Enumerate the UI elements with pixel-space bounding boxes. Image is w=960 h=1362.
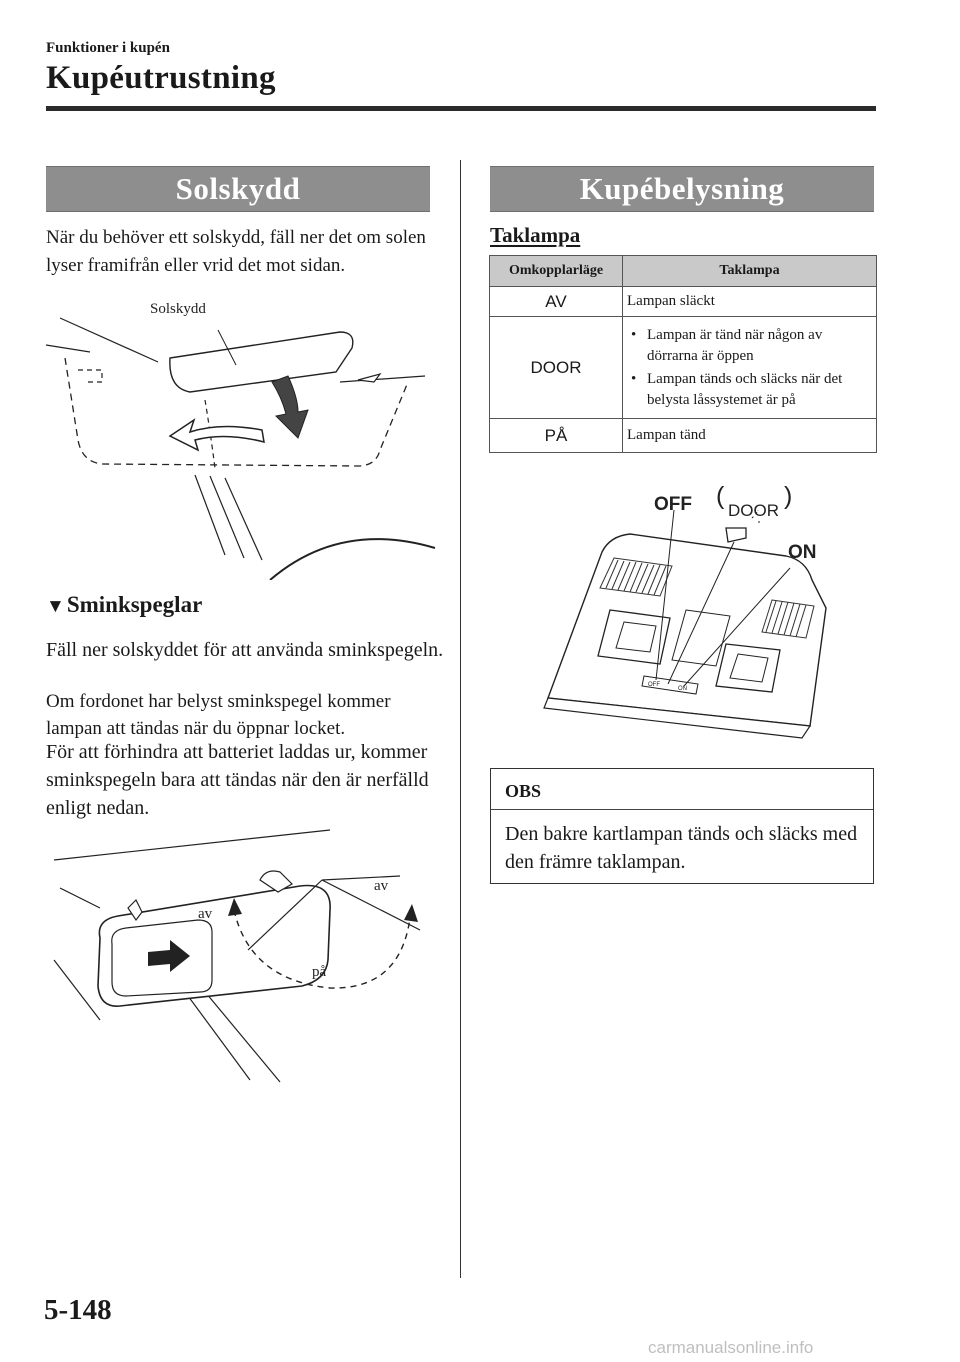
table-row (490, 419, 877, 453)
page-title: Kupéutrustning (46, 60, 276, 96)
table-cell-mode: PÅ (490, 419, 623, 453)
switch-door-label: DOOR (728, 501, 779, 520)
interior-lights-banner: Kupébelysning (490, 166, 874, 212)
sun-visor-text: När du behöver ett solskydd, fäll ner det om solen lyser framifrån eller vrid det mot sidan. (46, 227, 426, 276)
mirror-off-label-1: av (198, 906, 213, 922)
vanity-mirror-heading-text: Sminkspeglar (66, 592, 203, 617)
bullet-item: • Lampan tänds och släcks när det belysta låssystemet är på (627, 369, 872, 411)
sun-visor-banner: Solskydd (46, 166, 430, 212)
door-label-paren-open: ( (716, 482, 725, 510)
column-divider (460, 160, 461, 1278)
door-label-paren-close: ) (784, 482, 793, 510)
sun-visor-figure-label: Solskydd (150, 301, 206, 317)
watermark-link[interactable]: carmanualsonline.info (648, 1338, 814, 1357)
note-text: Den bakre kartlampan tänds och släcks med den främre taklampan. (505, 823, 858, 873)
vanity-mirror-heading (46, 592, 202, 618)
dome-light-illustration (540, 480, 840, 740)
table-header-lamp: Taklampa (623, 256, 877, 287)
dome-light-heading: Taklampa (490, 223, 581, 247)
vanity-mirror-text-2: Om fordonet har belyst sminkspegel kommer lampan att tändas när du öppnar locket. (46, 691, 391, 739)
sun-visor-illustration (40, 290, 440, 580)
bullet-item: • Lampan är tänd när någon av dörrarna är öppen (627, 325, 872, 367)
vanity-mirror-text-1: Fäll ner solskyddet för att använda sminkspegeln. (46, 639, 444, 661)
table-cell-mode: DOOR (490, 317, 623, 419)
table-header-switch: Omkopplarläge (490, 256, 623, 287)
table-cell-description (623, 317, 877, 419)
switch-on-mark: ON (678, 686, 687, 692)
table-cell-mode: AV (490, 287, 623, 317)
bullet-list (627, 325, 872, 411)
table-cell-description: Lampan tänd (623, 419, 877, 453)
note-box (490, 768, 874, 884)
title-divider (46, 106, 876, 111)
note-title: OBS (491, 769, 873, 810)
table-header-row (490, 256, 877, 287)
mirror-off-label-2: av (374, 878, 389, 894)
mirror-on-label: på (312, 964, 327, 980)
chapter-label: Funktioner i kupén (46, 40, 170, 56)
table-row (490, 317, 877, 419)
table-cell-description: Lampan släckt (623, 287, 877, 317)
table-row (490, 287, 877, 317)
switch-off-label: OFF (654, 494, 692, 515)
switch-off-mark: OFF (648, 682, 660, 688)
heading-marker-icon: ▼ (46, 596, 65, 617)
page-number: 5-148 (44, 1294, 112, 1326)
dome-light-table (489, 255, 877, 453)
vanity-mirror-illustration (40, 820, 440, 1090)
vanity-mirror-text-3: För att förhindra att batteriet laddas ur, kommer sminkspegeln bara att tändas när den är nerfälld enligt nedan. (46, 741, 429, 819)
switch-on-label: ON (788, 542, 817, 563)
